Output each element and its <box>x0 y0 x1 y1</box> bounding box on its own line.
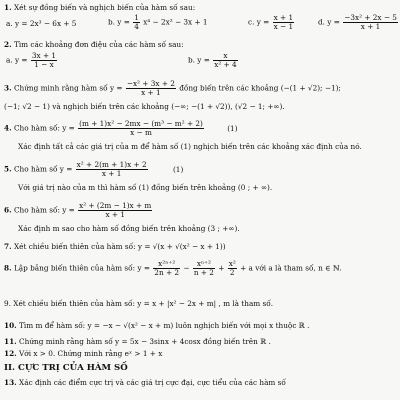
exercise-10 <box>4 321 397 330</box>
fraction <box>213 52 237 69</box>
numerator: xⁿ⁺² <box>193 260 215 269</box>
exercise-text: Tìm các khoảng đơn điệu của các hàm số sau: <box>13 40 184 49</box>
exercise-number: 12. <box>4 349 17 358</box>
exercise-9 <box>4 299 397 308</box>
exercise-12 <box>4 349 397 358</box>
numerator: (m + 1)x² − 2mx − (m³ − m² + 2) <box>79 119 203 128</box>
exercise-text: Cho hàm số y = <box>13 164 73 174</box>
numerator: −x² + 3x + 2 <box>126 79 175 88</box>
denominator: 4 <box>134 22 139 31</box>
exercise-3-line2 <box>4 102 397 111</box>
fraction <box>193 260 215 277</box>
denominator: x + 1 <box>101 169 122 178</box>
exercise-text: (−1; √2 − 1) và nghịch biến trên các khoảng (−∞; −(1 + √2)), (√2 − 1; +∞). <box>4 102 285 111</box>
exercise-2-options <box>4 52 397 72</box>
numerator: −3x² + 2x − 5 <box>344 13 397 22</box>
exercise-text: Cho hàm số: y = <box>13 123 75 133</box>
option-d <box>318 14 399 31</box>
denominator: n + 2 <box>193 268 214 277</box>
numerator: 1 <box>134 13 139 22</box>
denominator: 2 <box>229 268 235 277</box>
section-heading: II. CỰC TRỊ CỦA HÀM SỐ <box>4 363 128 373</box>
exercise-text: Xét chiều biến thiên của hàm số: y = x + |x² − 2x + m| , m là tham số. <box>13 299 274 308</box>
exercise-6 <box>4 202 397 219</box>
exercise-text: Cho hàm số: y = <box>13 205 75 215</box>
option-b <box>188 52 239 69</box>
denominator: 2n + 2 <box>154 268 180 277</box>
exercise-text: Chứng minh rằng hàm số y = <box>13 83 123 93</box>
exercise-text: Xác định m sao cho hàm số đồng biến trên khoảng (3 ; +∞). <box>18 224 240 233</box>
exercise-1 <box>4 3 397 12</box>
exercise-6-line2 <box>18 224 397 233</box>
exercise-13 <box>4 378 397 387</box>
exercise-5 <box>4 161 397 178</box>
exercise-1-options <box>4 14 397 34</box>
fraction <box>343 14 398 31</box>
fraction <box>78 202 152 219</box>
denominator: x + 1 <box>360 22 381 31</box>
exercise-number: 13. <box>4 378 17 387</box>
exercise-text-cont: + a với a là tham số, n ∈ ℕ. <box>240 263 342 273</box>
exercise-text: Với x > 0. Chứng minh rằng eˣ > 1 + x <box>19 349 163 358</box>
exercise-7 <box>4 242 397 251</box>
fraction <box>228 260 237 277</box>
fraction <box>31 52 57 69</box>
option-a: a. y = 2x³ − 6x + 5 <box>6 19 77 28</box>
exercise-text: Lập bảng biến thiên của hàm số: y = <box>13 263 150 273</box>
exercise-number: 9. <box>4 299 11 308</box>
numerator: x <box>213 52 237 61</box>
fraction <box>133 14 140 31</box>
exercise-number: 7. <box>4 242 12 251</box>
exercise-number: 6. <box>4 205 12 215</box>
denominator: x² + 4 <box>214 60 237 69</box>
numerator: x² <box>228 259 236 268</box>
option-c <box>248 14 295 31</box>
exercise-number: 11. <box>4 337 17 346</box>
exercise-number: 2. <box>4 40 12 49</box>
fraction <box>76 161 148 178</box>
exercise-text: Xét sự đồng biến và nghịch biến của hàm số sau: <box>13 3 196 12</box>
equation-tag: (1) <box>172 164 184 174</box>
exercise-text-cont: đồng biến trên các khoảng (−(1 + √2); −1); <box>179 83 341 93</box>
denominator: x − 1 <box>273 22 294 31</box>
exercise-8 <box>4 260 397 277</box>
numerator: x²ⁿ⁺² <box>153 260 180 269</box>
denominator: x − m <box>130 128 152 137</box>
exercise-number: 10. <box>4 321 17 330</box>
exercise-number: 4. <box>4 123 12 133</box>
denominator: x + 1 <box>141 88 161 97</box>
expression: x⁴ − 2x² − 3x + 1 <box>143 17 208 27</box>
option-a <box>6 52 58 69</box>
exercise-text: Xác định tất cả các giá trị của m để hàm số (1) nghịch biến trên các khoảng xác định của nó. <box>18 142 362 151</box>
plus-sign: + <box>218 263 225 273</box>
numerator: 3x + 1 <box>31 51 57 60</box>
exercise-text: Với giá trị nào của m thì hàm số (1) đồng biến trên khoảng (0 ; + ∞). <box>18 183 273 192</box>
exercise-11 <box>4 337 397 346</box>
exercise-number: 5. <box>4 164 12 174</box>
numerator: x² + (2m − 1)x + m <box>79 201 152 210</box>
exercise-number: 8. <box>4 263 12 273</box>
option-label: d. y = <box>318 17 340 27</box>
denominator: 1 − x <box>34 60 54 69</box>
fraction <box>153 260 180 277</box>
exercise-text: Xét chiều biến thiên của hàm số: y = √(x + √(x² − x + 1)) <box>13 242 226 251</box>
minus-sign: − <box>183 263 190 273</box>
option-label: c. y = <box>248 17 270 27</box>
option-label: a. y = <box>6 55 28 65</box>
denominator: x + 1 <box>105 210 125 219</box>
exercise-number: 1. <box>4 3 12 12</box>
option-b <box>108 14 208 31</box>
exercise-3 <box>4 80 397 97</box>
exercise-text: Xác định các điểm cực trị và các giá trị cực đại, cực tiểu của các hàm số <box>19 378 286 387</box>
exercise-5-line2 <box>18 183 397 192</box>
numerator: x² + 2(m + 1)x + 2 <box>76 160 147 169</box>
exercise-number: 3. <box>4 83 12 93</box>
exercise-4-line2 <box>18 142 397 151</box>
fraction <box>78 120 204 137</box>
fraction <box>126 80 176 97</box>
option-label: b. y = <box>108 17 130 27</box>
equation-tag: (1) <box>227 123 238 133</box>
exercise-4 <box>4 120 397 137</box>
fraction <box>273 14 295 31</box>
option-label: b. y = <box>188 55 210 65</box>
exercise-text: Tìm m để hàm số: y = −x − √(x² − x + m) luôn nghịch biến với mọi x thuộc ℝ . <box>19 321 310 330</box>
numerator: x + 1 <box>273 13 294 22</box>
exercise-2 <box>4 40 397 49</box>
exercise-text: Chứng minh rằng hàm số y = 5x − 3sinx + 4cosx đồng biến trên ℝ . <box>19 337 271 346</box>
